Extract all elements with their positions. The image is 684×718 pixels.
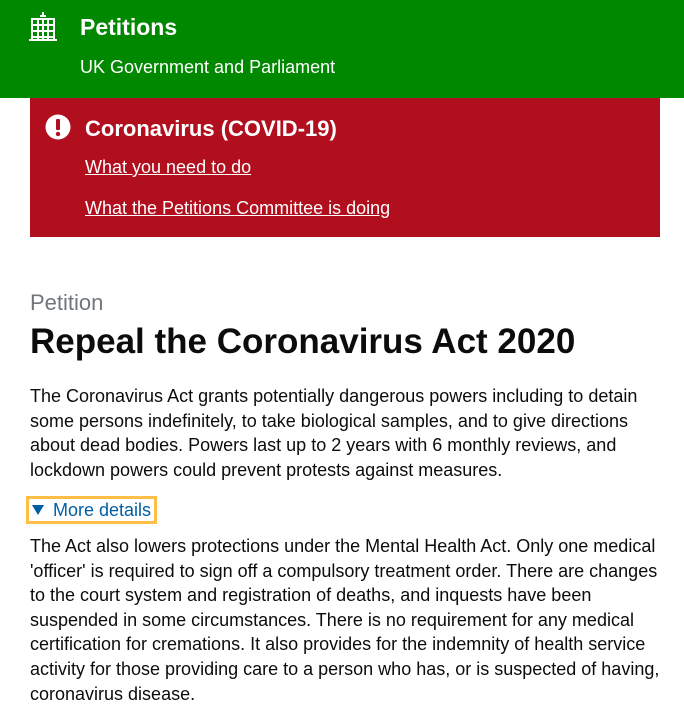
triangle-down-icon: [32, 505, 44, 515]
what-you-need-to-do-link[interactable]: What you need to do: [85, 157, 252, 177]
alert-title: Coronavirus (COVID-19): [85, 116, 337, 141]
petition-summary: The Coronavirus Act grants potentially dangerous powers including to detain some persons indefinitely, to take biological samples, and to give directions about dead bodies. Powers last up to 2 years with 6 monthly reviews, and lockdown powers could prevent protests against measures.: [30, 386, 638, 480]
page-title: Repeal the Coronavirus Act 2020: [30, 322, 576, 361]
covid-alert-banner: [30, 98, 660, 237]
petition-caption: Petition: [30, 290, 104, 315]
portcullis-icon[interactable]: [28, 12, 58, 42]
site-subtitle: UK Government and Parliament: [80, 57, 336, 77]
petitions-committee-link[interactable]: What the Petitions Committee is doing: [85, 198, 391, 218]
site-title[interactable]: Petitions: [80, 14, 178, 40]
petition-details-text: The Act also lowers protections under the Mental Health Act. Only one medical 'officer' is required to sign off a compulsory treatment order. There are changes to the court system and registration of deaths, and inquests have been suspended in some circumstances. There is no requirement for any medical certification for cremations. It also provides for the indemnity of health service activity for those providing care to a person who has, or is suspected of having, coronavirus disease.: [30, 536, 660, 704]
more-details-label: More details: [53, 500, 152, 520]
more-details-toggle[interactable]: [26, 496, 157, 524]
site-header: [0, 0, 684, 98]
exclamation-icon: [45, 114, 71, 140]
